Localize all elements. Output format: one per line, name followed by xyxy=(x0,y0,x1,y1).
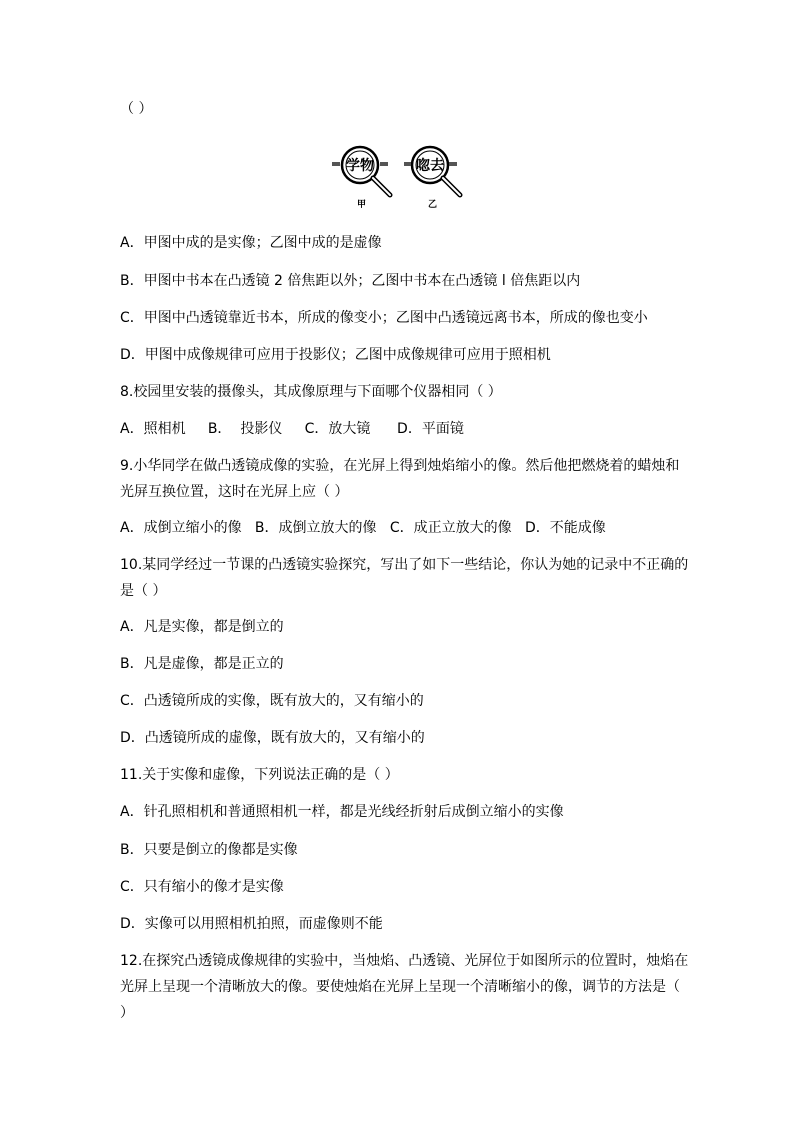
q10-option-d: D．凸透镜所成的虚像，既有放大的，又有缩小的 xyxy=(120,730,425,746)
q8-options: A．照相机 B． 投影仪 C．放大镜 D．平面镜 xyxy=(120,421,464,437)
q7-option-d: D．甲图中成像规律可应用于投影仪；乙图中成像规律可应用于照相机 xyxy=(120,347,551,363)
q10-stem: 10.某同学经过一节课的凸透镜实验探究，写出了如下一些结论，你认为她的记录中不正确的是（ ） xyxy=(120,557,689,599)
q10-option-a: A．凡是实像，都是倒立的 xyxy=(120,619,284,635)
magnifier-illustration xyxy=(330,145,470,217)
q12-stem: 12.在探究凸透镜成像规律的实验中，当烛焰、凸透镜、光屏位于如图所示的位置时，烛焰在光屏上呈现一个清晰放大的像。要使烛焰在光屏上呈现一个清晰缩小的像，调节的方法是（ ） xyxy=(120,953,689,1021)
answer-paren: （ ） xyxy=(120,101,153,117)
q11-option-b: B．只要是倒立的像都是实像 xyxy=(120,842,298,858)
q11-option-c: C．只有缩小的像才是实像 xyxy=(120,879,284,895)
magnifier-figure xyxy=(330,145,470,217)
q8-stem: 8.校园里安装的摄像头，其成像原理与下面哪个仪器相同（ ） xyxy=(120,384,502,400)
lens-a-text: 学物 xyxy=(346,158,374,174)
figure-label-a: 甲 xyxy=(357,200,367,210)
q10-option-c: C．凸透镜所成的实像，既有放大的，又有缩小的 xyxy=(120,693,424,709)
q7-option-a: A．甲图中成的是实像；乙图中成的是虚像 xyxy=(120,235,382,251)
lens-b-text: 唿去 xyxy=(416,158,444,174)
q7-option-c: C．甲图中凸透镜靠近书本，所成的像变小；乙图中凸透镜远离书本，所成的像也变小 xyxy=(120,310,648,326)
q11-option-d: D．实像可以用照相机拍照，而虚像则不能 xyxy=(120,916,383,932)
q9-stem: 9.小华同学在做凸透镜成像的实验，在光屏上得到烛焰缩小的像。然后他把燃烧着的蜡烛和光屏互换位置，这时在光屏上应（ ） xyxy=(120,458,680,500)
q10-option-b: B．凡是虚像，都是正立的 xyxy=(120,656,284,672)
q7-option-b: B．甲图中书本在凸透镜 2 倍焦距以外；乙图中书本在凸透镜 l 倍焦距以内 xyxy=(120,273,581,289)
q11-option-a: A．针孔照相机和普通照相机一样，都是光线经折射后成倒立缩小的实像 xyxy=(120,804,564,820)
q9-options: A．成倒立缩小的像 B．成倒立放大的像 C．成正立放大的像 D．不能成像 xyxy=(120,520,606,536)
figure-label-b: 乙 xyxy=(428,200,438,210)
q11-stem: 11.关于实像和虚像，下列说法正确的是（ ） xyxy=(120,767,399,783)
